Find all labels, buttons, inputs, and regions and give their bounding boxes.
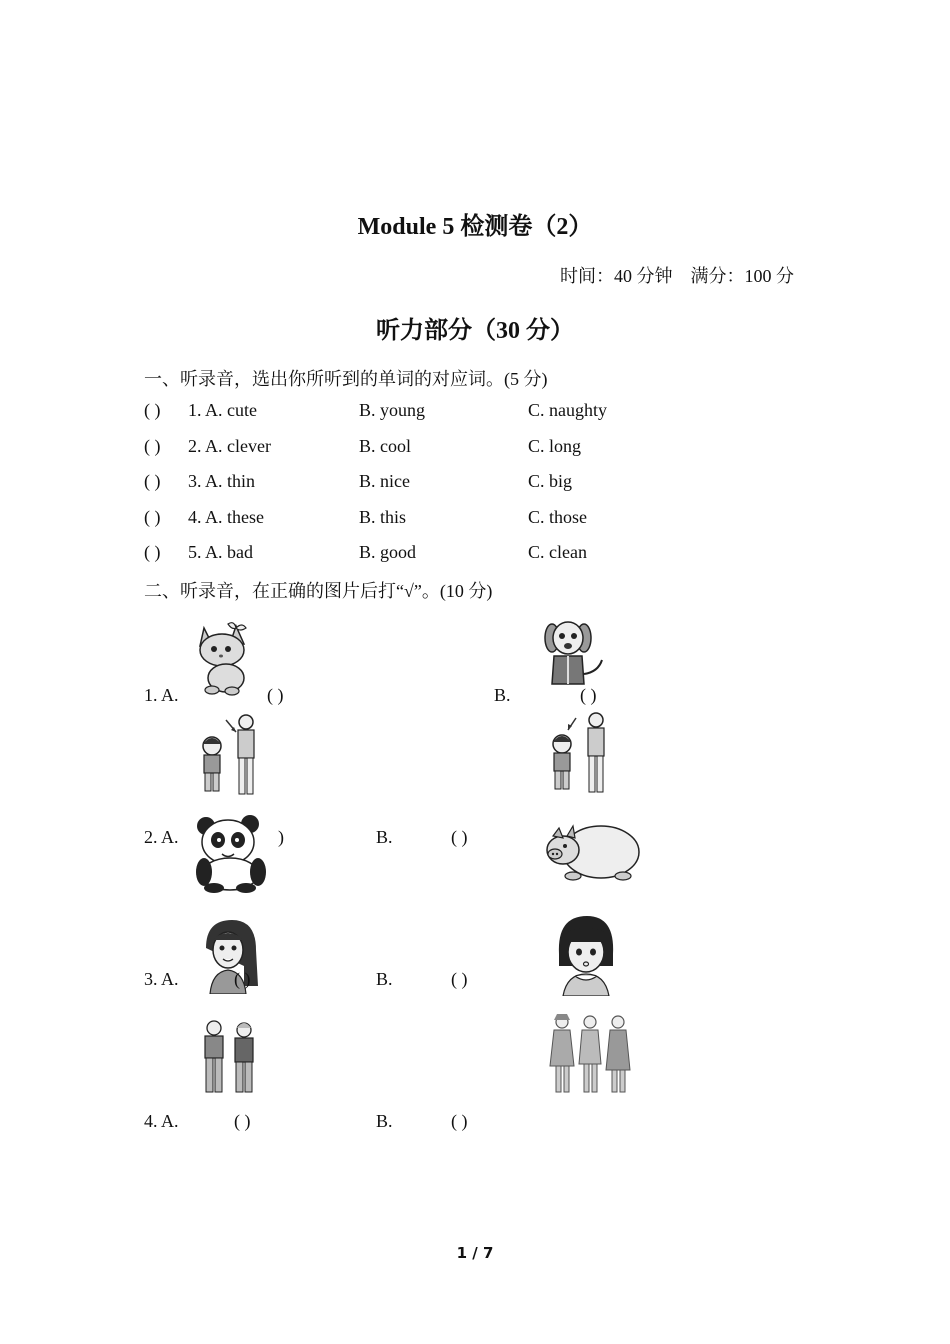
option-c: C. those [528,507,588,527]
answer-blank[interactable]: ( ) [144,400,161,420]
cat-icon [192,618,256,696]
pig-icon [543,818,643,884]
option-c: C. clean [528,542,587,562]
boy-and-man-icon [196,712,266,798]
answer-blank[interactable]: ( ) [144,542,161,562]
answer-blank[interactable]: ( ) [144,507,161,527]
page-title: Module 5 检测卷（2） [357,214,593,240]
part1-instruction: 一、听录音，选出你所听到的单词的对应词。(5 分) [144,369,548,389]
exam-info [560,262,794,288]
option-a: 3. A. thin [188,471,256,491]
part2-instruction: 二、听录音，在正确的图片后打“√”。(10 分) [144,581,493,601]
item-label-a: 3. A. [144,969,179,989]
option-a: 1. A. cute [188,400,257,420]
answer-blank[interactable]: ( ) [144,436,161,456]
option-b: B. nice [359,471,410,491]
old-couple-icon [198,1018,262,1098]
option-b: B. good [359,542,417,562]
girl-short-hair-icon [553,914,619,996]
option-a: 2. A. clever [188,436,271,456]
item-label-b: B. [376,1111,393,1131]
option-b: B. young [359,400,426,420]
page-number: 1 / 7 [456,1244,494,1262]
three-women-icon [548,1012,634,1098]
answer-blank-a[interactable]: ) [278,827,284,847]
answer-blank-a[interactable]: ( ) [234,969,251,989]
item-label-a: 2. A. [144,827,179,847]
answer-blank-b[interactable]: ( ) [451,827,468,847]
item-label-b: B. [494,685,511,705]
option-c: C. big [528,471,573,491]
option-c: C. long [528,436,582,456]
listening-section-title: 听力部分（30 分） [376,318,574,344]
option-a: 4. A. these [188,507,264,527]
answer-blank-b[interactable]: ( ) [580,685,597,705]
item-label-b: B. [376,969,393,989]
answer-blank[interactable]: ( ) [144,471,161,491]
answer-blank-b[interactable]: ( ) [451,1111,468,1131]
option-b: B. this [359,507,407,527]
item-label-a: 4. A. [144,1111,179,1131]
option-b: B. cool [359,436,411,456]
boy-and-man-icon [546,710,616,796]
option-c: C. naughty [528,400,607,420]
panda-icon [192,812,268,894]
answer-blank-a[interactable]: ( ) [267,685,284,705]
item-label-a: 1. A. [144,685,179,705]
item-label-b: B. [376,827,393,847]
time-limit: 时间：40 分钟 [560,266,673,286]
option-a: 5. A. bad [188,542,253,562]
answer-blank-a[interactable]: ( ) [234,1111,251,1131]
answer-blank-b[interactable]: ( ) [451,969,468,989]
full-score: 满分：100 分 [690,266,794,286]
dog-icon [540,616,606,690]
